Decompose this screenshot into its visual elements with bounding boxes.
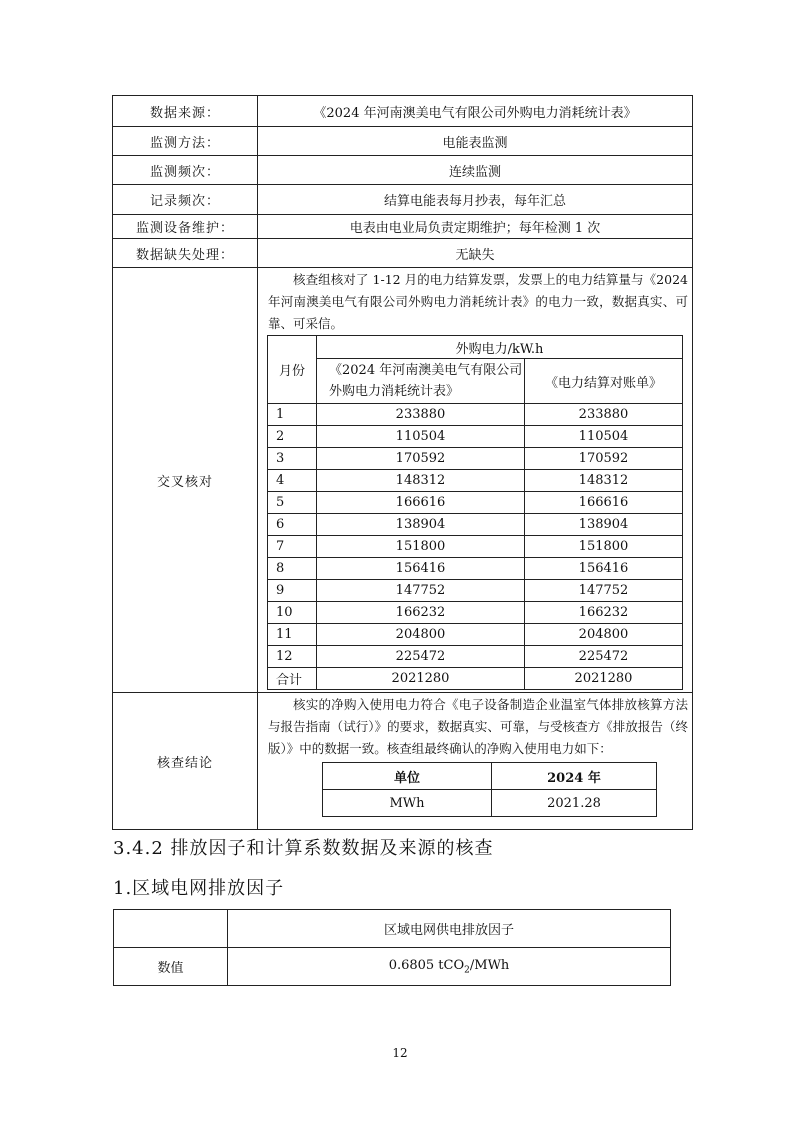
table-row	[268, 426, 683, 448]
month-cell: 2	[268, 426, 317, 448]
row-value-record-frequency: 结算电能表每月抄表，每年汇总	[258, 185, 693, 215]
stats-value-cell: 204800	[317, 624, 525, 646]
factor-value-main: 0.6805 tCO	[388, 957, 465, 973]
row-value-monitoring-frequency: 连续监测	[258, 156, 693, 185]
stats-value-cell: 110504	[317, 426, 525, 448]
month-cell: 9	[268, 580, 317, 602]
row-value-equipment-maintenance: 电表由电业局负责定期维护；每年检测 1 次	[258, 215, 693, 239]
table-row	[268, 580, 683, 602]
month-cell: 1	[268, 404, 317, 426]
table-row	[268, 492, 683, 514]
stats-value-cell: 156416	[317, 558, 525, 580]
month-cell: 3	[268, 448, 317, 470]
month-cell: 8	[268, 558, 317, 580]
settlement-value-cell: 138904	[525, 514, 683, 536]
year-header: 2024 年	[492, 763, 657, 790]
table-row	[268, 448, 683, 470]
conclusion-label: 核查结论	[113, 693, 258, 830]
settlement-statement-header: 《电力结算对账单》	[525, 359, 683, 404]
factor-row-label: 数值	[114, 948, 228, 986]
stats-value-cell: 166616	[317, 492, 525, 514]
electricity-data-table	[112, 95, 693, 830]
unit-header: 外购电力/kW.h	[317, 336, 683, 359]
settlement-value-cell: 148312	[525, 470, 683, 492]
confirmed-electricity-table	[322, 762, 657, 817]
month-cell: 5	[268, 492, 317, 514]
row-value-data-source: 《2024 年河南澳美电气有限公司外购电力消耗统计表》	[258, 96, 693, 127]
settlement-value-cell: 225472	[525, 646, 683, 668]
table-row	[268, 646, 683, 668]
row-label-monitoring-frequency: 监测频次：	[113, 156, 258, 185]
table-row	[268, 404, 683, 426]
factor-value-subscript: 2	[464, 965, 470, 976]
row-value-monitoring-method: 电能表监测	[258, 127, 693, 156]
settlement-value-cell: 204800	[525, 624, 683, 646]
settlement-value-cell: 147752	[525, 580, 683, 602]
cross-check-cell	[258, 268, 693, 693]
month-header: 月份	[268, 336, 317, 404]
stats-value-cell: 148312	[317, 470, 525, 492]
value-cell: 2021.28	[492, 790, 657, 817]
table-row	[268, 602, 683, 624]
stats-value-cell: 147752	[317, 580, 525, 602]
row-label-data-source: 数据来源：	[113, 96, 258, 127]
settlement-value-cell: 110504	[525, 426, 683, 448]
stats-sheet-header: 《2024 年河南澳美电气有限公司外购电力消耗统计表》	[317, 359, 525, 404]
factor-header: 区域电网供电排放因子	[228, 910, 671, 948]
month-cell: 11	[268, 624, 317, 646]
table-row	[268, 470, 683, 492]
month-cell: 10	[268, 602, 317, 624]
cross-check-paragraph: 核查组核对了 1-12 月的电力结算发票，发票上的电力结算量与《2024 年河南澳美电气有限公司外购电力消耗统计表》的电力一致，数据真实、可靠、可采信。	[268, 272, 688, 331]
stats-value-cell: 225472	[317, 646, 525, 668]
unit-cell: MWh	[323, 790, 492, 817]
factor-value-unit: /MWh	[469, 957, 510, 973]
row-label-monitoring-method: 监测方法：	[113, 127, 258, 156]
cross-check-label: 交叉核对	[113, 268, 258, 693]
conclusion-cell	[258, 693, 693, 830]
unit-header: 单位	[323, 763, 492, 790]
total-label-cell: 合计	[268, 668, 317, 690]
emission-factor-table	[113, 909, 671, 986]
settlement-value-cell: 170592	[525, 448, 683, 470]
table-row	[268, 514, 683, 536]
table-row	[268, 558, 683, 580]
settlement-value-cell: 166616	[525, 492, 683, 514]
factor-value	[228, 948, 671, 986]
section-heading: 3.4.2 排放因子和计算系数数据及来源的核查	[113, 838, 494, 859]
page-number: 12	[392, 1046, 408, 1060]
stats-value-cell: 166232	[317, 602, 525, 624]
row-label-equipment-maintenance: 监测设备维护：	[113, 215, 258, 239]
stats-total-cell: 2021280	[317, 668, 525, 690]
month-cell: 4	[268, 470, 317, 492]
month-cell: 7	[268, 536, 317, 558]
row-value-missing-data: 无缺失	[258, 239, 693, 268]
settlement-value-cell: 166232	[525, 602, 683, 624]
total-row	[268, 668, 683, 690]
settlement-total-cell: 2021280	[525, 668, 683, 690]
month-cell: 12	[268, 646, 317, 668]
month-cell: 6	[268, 514, 317, 536]
table-row	[268, 624, 683, 646]
monthly-electricity-table	[267, 335, 683, 690]
stats-value-cell: 151800	[317, 536, 525, 558]
table-row	[268, 536, 683, 558]
subsection-heading: 1.区域电网排放因子	[113, 878, 285, 899]
empty-header-cell	[114, 910, 228, 948]
conclusion-paragraph: 核实的净购入使用电力符合《电子设备制造企业温室气体排放核算方法与报告指南（试行）》的要求，数据真实、可靠，与受核查方《排放报告（终版）》中的数据一致。核查组最终确认的净购入使用电力如下：	[268, 697, 688, 756]
stats-value-cell: 138904	[317, 514, 525, 536]
row-label-record-frequency: 记录频次：	[113, 185, 258, 215]
stats-value-cell: 170592	[317, 448, 525, 470]
settlement-value-cell: 151800	[525, 536, 683, 558]
settlement-value-cell: 156416	[525, 558, 683, 580]
settlement-value-cell: 233880	[525, 404, 683, 426]
stats-value-cell: 233880	[317, 404, 525, 426]
row-label-missing-data: 数据缺失处理：	[113, 239, 258, 268]
